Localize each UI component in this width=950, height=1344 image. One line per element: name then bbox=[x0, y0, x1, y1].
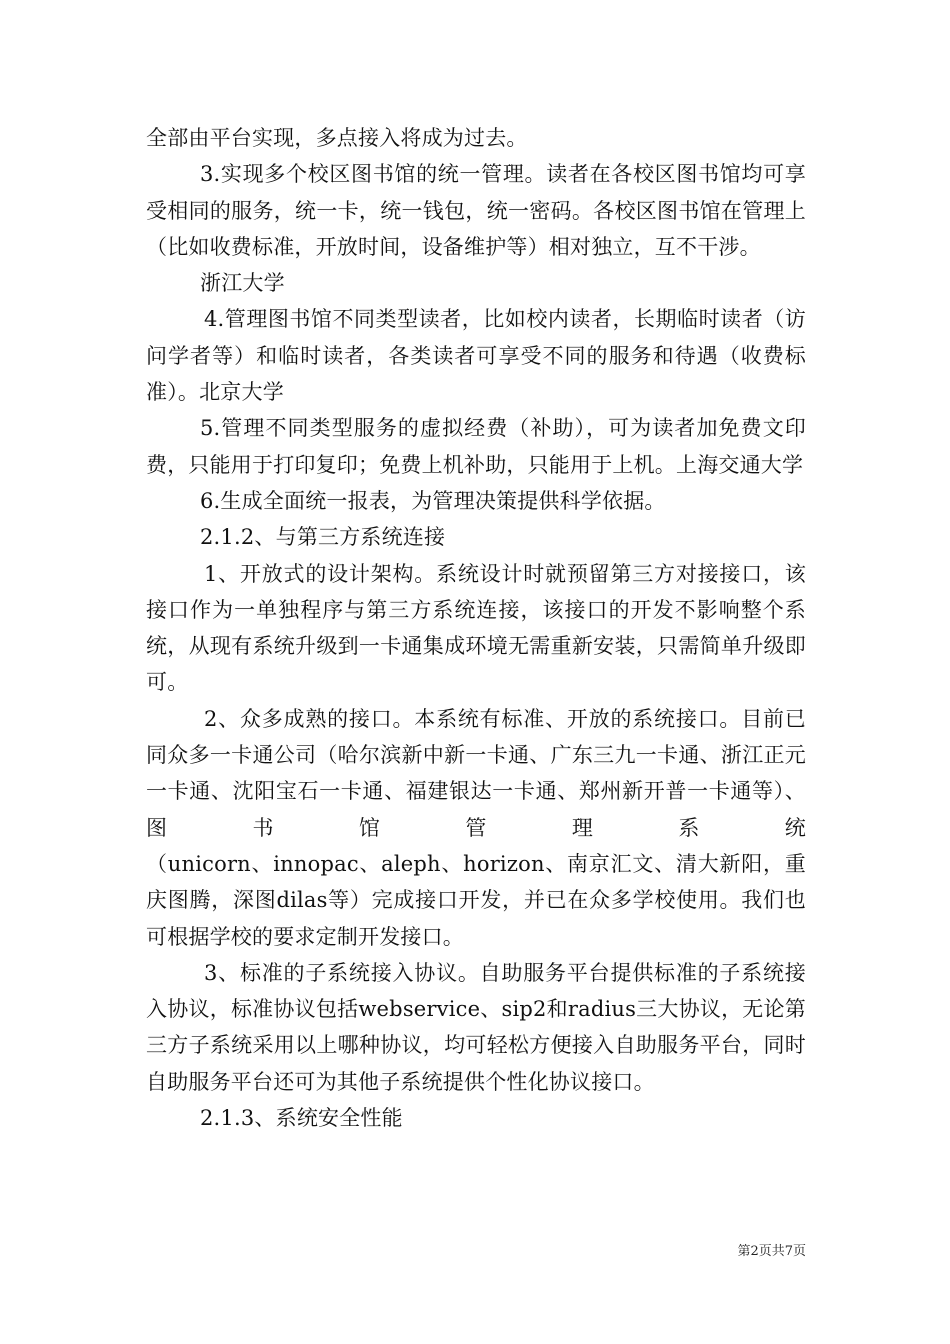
paragraph-interface-1: 1、开放式的设计架构。系统设计时就预留第三方对接接口，该接口作为一单独程序与第三方系统连接，该接口的开发不影响整个系统，从现有系统升级到一卡通集成环境无需重新安装，只需简单升级即可。 bbox=[146, 561, 806, 695]
paragraph-interface-2-part-a: 2、众多成熟的接口。本系统有标准、开放的系统接口。目前已同众多一卡通公司（哈尔滨新中新一卡通、广东三九一卡通、浙江正元一卡通、沈阳宝石一卡通、福建银达一卡通、郑州新开普一卡通等）、图书馆管理系统 bbox=[146, 706, 806, 840]
paragraph-item-6: 6.生成全面统一报表，为管理决策提供科学依据。 bbox=[200, 488, 666, 513]
paragraph-item-3: 3.实现多个校区图书馆的统一管理。读者在各校区图书馆均可享受相同的服务，统一卡，统一钱包，统一密码。各校区图书馆在管理上（比如收费标准，开放时间，设备维护等）相对独立，互不干涉。 bbox=[146, 162, 806, 259]
paragraph-continuation: 全部由平台实现，多点接入将成为过去。 bbox=[146, 126, 528, 150]
page-number-footer: 第2页共7页 bbox=[737, 1244, 806, 1259]
paragraph-item-5: 5.管理不同类型服务的虚拟经费（补助），可为读者加免费文印费，只能用于打印复印；免费上机补助，只能用于上机。上海交通大学 bbox=[146, 416, 806, 477]
document-body bbox=[146, 120, 806, 1136]
paragraph-item-4: 4.管理图书馆不同类型读者，比如校内读者，长期临时读者（访问学者等）和临时读者，各类读者可享受不同的服务和待遇（收费标准）。北京大学 bbox=[146, 307, 806, 405]
paragraph-interface-3: 3、标准的子系统接入协议。自助服务平台提供标准的子系统接入协议，标准协议包括webservice、sip2和radius三大协议，无论第三方子系统采用以上哪种协议，均可轻松方便接入自助服务平台，同时自助服务平台还可为其他子系统提供个性化协议接口。 bbox=[146, 960, 806, 1094]
paragraph-interface-2-part-b: （unicorn、innopac、aleph、horizon、南京汇文、清大新阳，重庆图腾，深图dilas等）完成接口开发，并已在众多学校使用。我们也可根据学校的要求定制开发接口。 bbox=[146, 851, 806, 949]
section-heading-2-1-2: 2.1.2、与第三方系统连接 bbox=[200, 525, 446, 550]
paragraph-zhejiang-university: 浙江大学 bbox=[200, 271, 285, 296]
section-heading-2-1-3: 2.1.3、系统安全性能 bbox=[200, 1106, 403, 1131]
